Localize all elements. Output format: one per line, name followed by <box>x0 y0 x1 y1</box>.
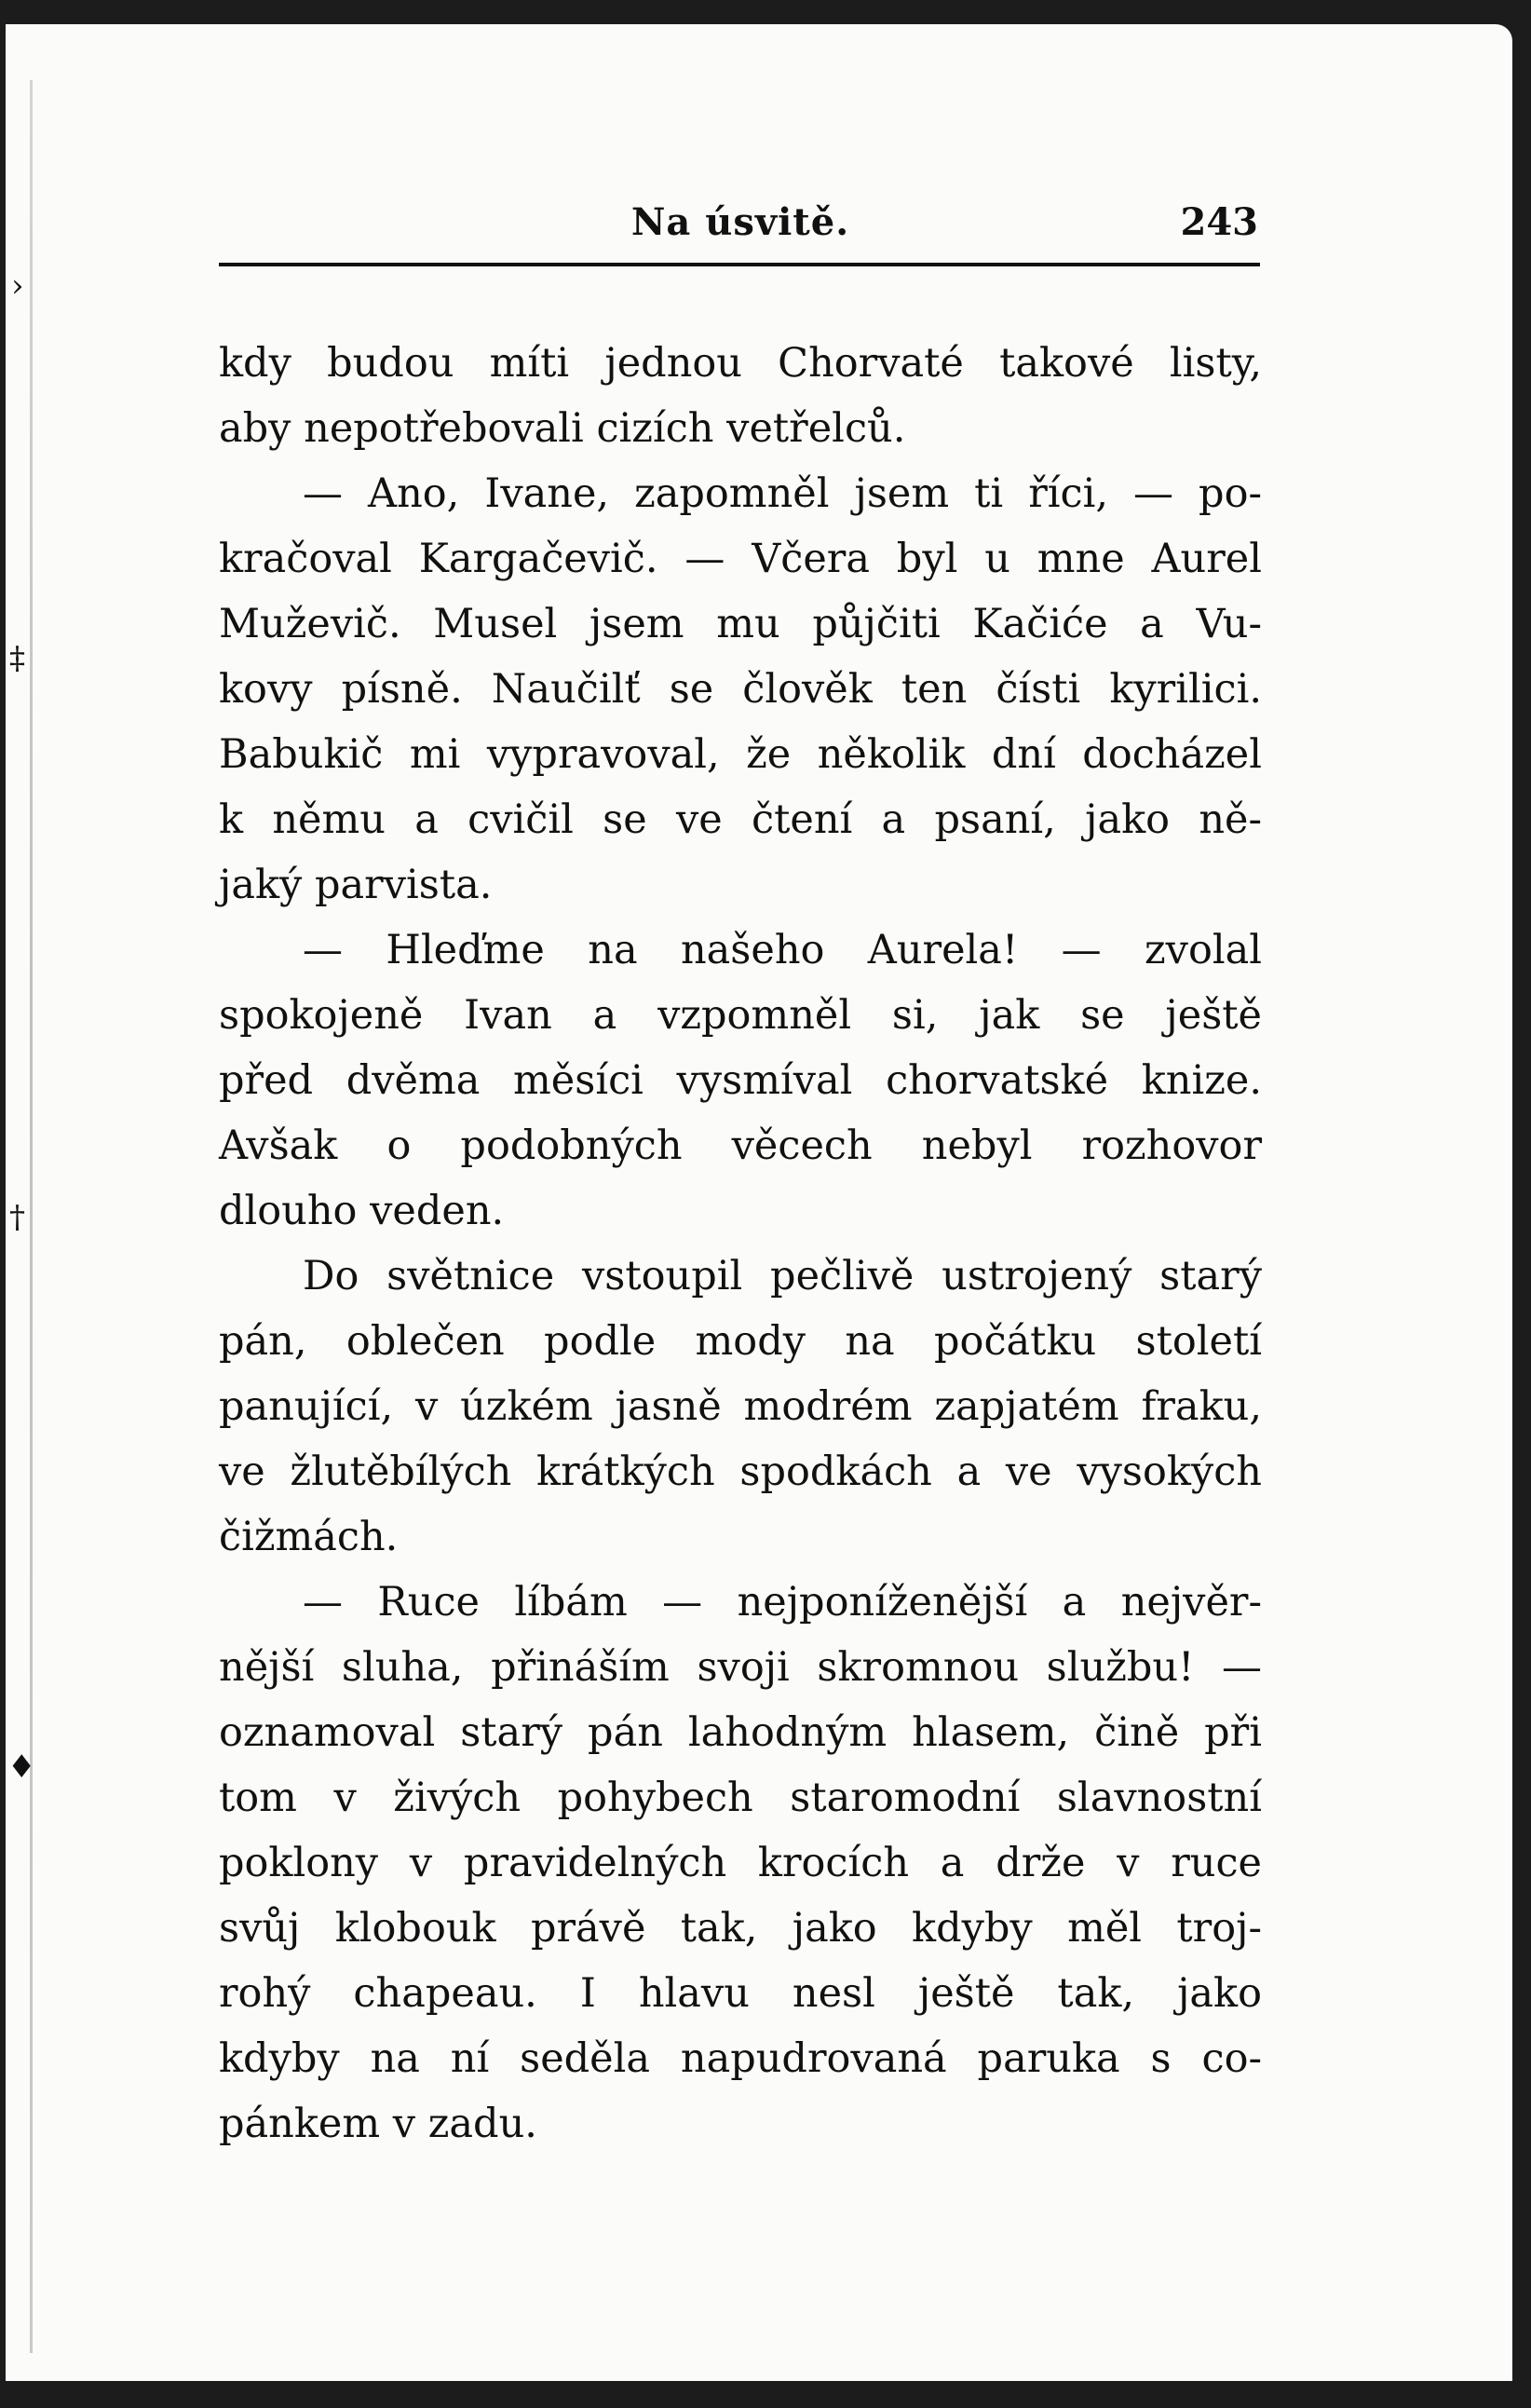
text-line: Muževič. Musel jsem mu půjčiti Kačiće a Vu- <box>219 601 1262 647</box>
text-line: — Ano, Ivane, zapomněl jsem ti říci, — po- <box>303 470 1262 517</box>
page-binding-edge <box>30 80 33 2353</box>
page-number: 243 <box>1180 200 1258 244</box>
margin-mark-icon: › <box>11 267 24 305</box>
header-title: Na úsvitě. <box>630 200 850 244</box>
text-line: jaký parvista. <box>219 862 493 908</box>
text-line: ve žlutěbílých krátkých spodkách a ve vysokých <box>219 1449 1262 1495</box>
text-line: kračoval Kargačevič. — Včera byl u mne Aurel <box>219 536 1262 582</box>
text-line: pán, oblečen podle mody na počátku století <box>219 1318 1262 1365</box>
text-line: nější sluha, přináším svoji skromnou službu! — <box>219 1644 1262 1691</box>
text-line: dlouho veden. <box>219 1188 505 1234</box>
text-line: kdyby na ní seděla napudrovaná paruka s co- <box>219 2035 1262 2082</box>
text-line: — Hleďme na našeho Aurela! — zvolal <box>303 927 1262 973</box>
text-line: před dvěma měsíci vysmíval chorvatské knize. <box>219 1057 1262 1104</box>
text-line: panující, v úzkém jasně modrém zapjatém fraku, <box>219 1383 1262 1430</box>
margin-mark-icon: † <box>9 1199 25 1236</box>
text-line: rohý chapeau. I hlavu nesl ještě tak, jako <box>219 1970 1262 2017</box>
text-line: kovy písně. Naučilť se člověk ten čísti kyrilici. <box>219 666 1262 713</box>
text-line: oznamoval starý pán lahodným hlasem, čině při <box>219 1709 1262 1756</box>
margin-mark-icon: ♦ <box>7 1748 36 1786</box>
text-line: tom v živých pohybech staromodní slavnostní <box>219 1775 1262 1821</box>
text-line: k němu a cvičil se ve čtení a psaní, jako ně- <box>219 796 1262 843</box>
header-rule <box>219 263 1260 266</box>
text-line: Do světnice vstoupil pečlivě ustrojený starý <box>303 1253 1262 1299</box>
body-text <box>219 331 1262 2156</box>
text-line: aby nepotřebovali cizích vetřelců. <box>219 405 906 452</box>
text-line: svůj klobouk právě tak, jako kdyby měl troj- <box>219 1905 1262 1952</box>
text-line: kdy budou míti jednou Chorvaté takové listy, <box>219 340 1262 387</box>
text-line: Babukič mi vypravoval, že několik dní docházel <box>219 731 1262 778</box>
text-line: — Ruce líbám — nejponíženější a nejvěr- <box>303 1579 1262 1626</box>
text-line: čižmách. <box>219 1514 399 1560</box>
text-line: Avšak o podobných věcech nebyl rozhovor <box>219 1122 1262 1169</box>
text-line: poklony v pravidelných krocích a drže v ruce <box>219 1840 1262 1886</box>
text-line: spokojeně Ivan a vzpomněl si, jak se ještě <box>219 992 1262 1039</box>
running-header <box>219 200 1262 256</box>
text-line: pánkem v zadu. <box>219 2101 537 2147</box>
margin-mark-icon: ‡ <box>9 640 25 677</box>
